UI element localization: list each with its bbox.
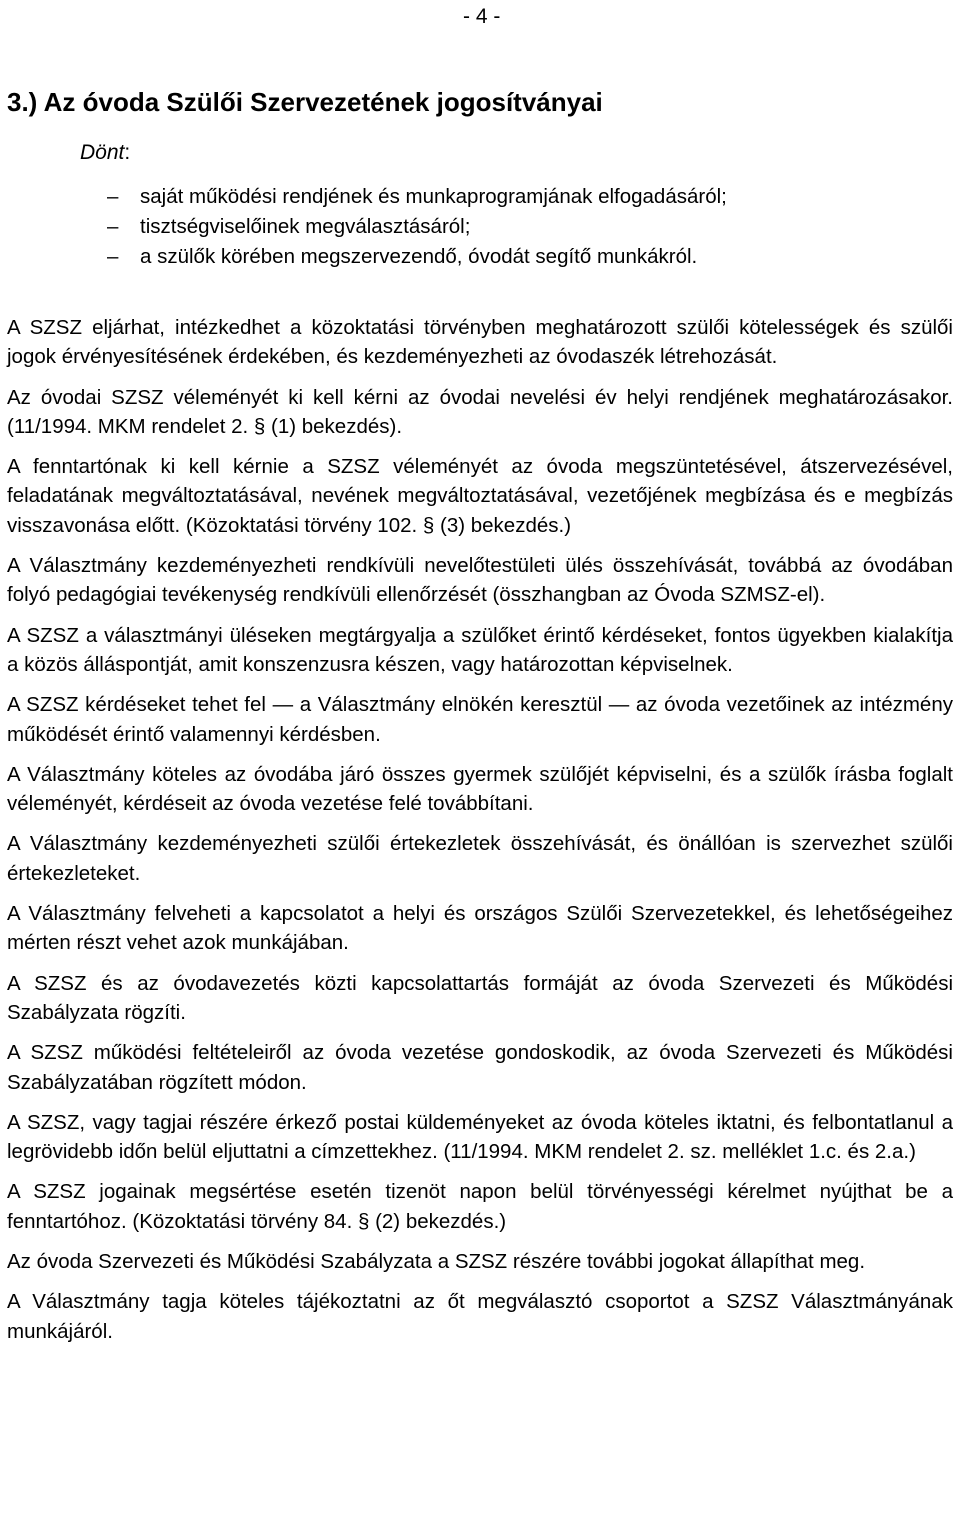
list-item bbox=[107, 182, 727, 212]
paragraph: A SZSZ és az óvodavezetés közti kapcsolattartás formáját az óvoda Szervezeti és Működési Szabályzata rögzíti. bbox=[7, 971, 953, 1024]
decision-list bbox=[107, 182, 727, 272]
list-item bbox=[107, 242, 727, 272]
paragraph: A fenntartónak ki kell kérnie a SZSZ véleményét az óvoda megszüntetésével, átszervezésével, feladatának megváltoztatásával, nevének megváltoztatásával, vezetőjének megbízása és e megbízás visszavonása előtt. (Közoktatási törvény 102. § (3) bekezdés.) bbox=[7, 455, 953, 537]
paragraph: A SZSZ kérdéseket tehet fel — a Választmány elnökén keresztül — az óvoda vezetőinek az intézmény működését érintő valamennyi kérdésben. bbox=[7, 693, 953, 746]
paragraph: A SZSZ eljárhat, intézkedhet a közoktatási törvényben meghatározott szülői kötelességek és szülői jogok érvényesítésének érdekében, és kezdeményezheti az óvodaszék létrehozását. bbox=[7, 316, 953, 369]
paragraph: A SZSZ működési feltételeiről az óvoda vezetése gondoskodik, az óvoda Szervezeti és Működési Szabályzatában rögzített módon. bbox=[7, 1041, 953, 1094]
paragraph: A Választmány tagja köteles tájékoztatni az őt megválasztó csoportot a SZSZ Választmányának munkájáról. bbox=[7, 1290, 953, 1343]
paragraph: A SZSZ a választmányi üléseken megtárgyalja a szülőket érintő kérdéseket, fontos ügyekben kialakítja a közös álláspontját, amit konszenzusra készen, vagy határozottan képviselnek. bbox=[7, 623, 953, 676]
dont-label-text: Dönt bbox=[80, 141, 125, 164]
body-text bbox=[7, 313, 953, 1346]
list-item bbox=[107, 212, 727, 242]
list-item-text: tisztségviselőinek megválasztásáról; bbox=[140, 215, 471, 238]
paragraph: A Választmány kezdeményezheti szülői értekezletek összehívását, és önállóan is szervezhet szülői értekezleteket. bbox=[7, 832, 953, 885]
paragraph: Az óvoda Szervezeti és Működési Szabályzata a SZSZ részére további jogokat állapíthat meg. bbox=[7, 1250, 866, 1274]
list-item-text: a szülők körében megszervezendő, óvodát segítő munkákról. bbox=[140, 245, 698, 268]
page-number: - 4 - bbox=[463, 5, 501, 28]
paragraph: A SZSZ, vagy tagjai részére érkező postai küldeményeket az óvoda köteles iktatni, és felbontatlanul a legrövidebb időn belül eljuttatni a címzettekhez. (11/1994. MKM rendelet 2. sz. melléklet 1.c. és 2.a.) bbox=[7, 1110, 953, 1164]
list-item-text: saját működési rendjének és munkaprogramjának elfogadásáról; bbox=[140, 185, 727, 208]
paragraph: Az óvodai SZSZ véleményét ki kell kérni az óvodai nevelési év helyi rendjének meghatározásakor. (11/1994. MKM rendelet 2. § (1) bekezdés). bbox=[7, 385, 953, 438]
dash-bullet-icon: – bbox=[107, 185, 119, 208]
paragraph: A SZSZ jogainak megsértése esetén tizenöt napon belül törvényességi kérelmet nyújthat be a fenntartóhoz. (Közoktatási törvény 84. § (2) bekezdés.) bbox=[7, 1180, 953, 1233]
dash-bullet-icon: – bbox=[107, 215, 119, 238]
paragraph: A Választmány köteles az óvodába járó összes gyermek szülőjét képviselni, és a szülők írásba foglalt véleményét, kérdéseit az óvoda vezetése felé továbbítani. bbox=[7, 762, 953, 816]
paragraph: A Választmány kezdeményezheti rendkívüli nevelőtestületi ülés összehívását, továbbá az óvodában folyó pedagógiai tevékenység rendkívüli ellenőrzését (összhangban az Óvoda SZMSZ-el). bbox=[7, 554, 953, 607]
paragraph: A Választmány felveheti a kapcsolatot a helyi és országos Szülői Szervezetekkel, és lehetőségeihez mérten részt vehet azok munkájában. bbox=[7, 902, 953, 955]
dont-label-colon: : bbox=[124, 141, 131, 164]
dont-label bbox=[80, 139, 130, 167]
dash-bullet-icon: – bbox=[107, 245, 119, 268]
section-title: 3.) Az óvoda Szülői Szervezetének jogosítványai bbox=[7, 87, 603, 117]
